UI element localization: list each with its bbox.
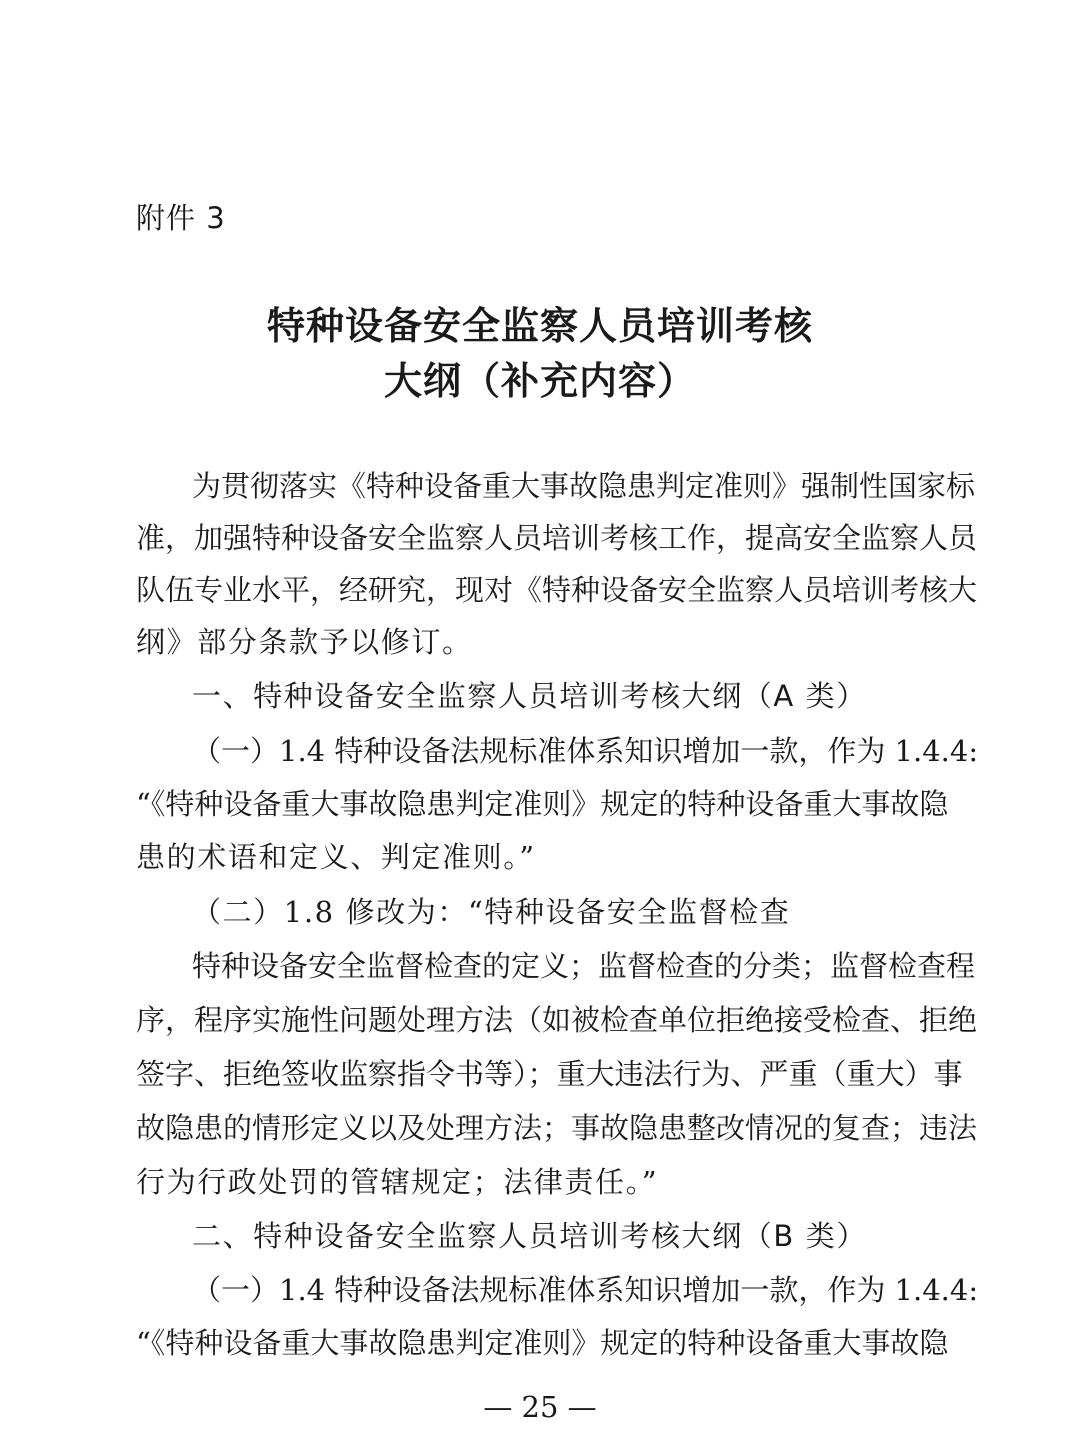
a2-line-4: 故隐患的情形定义以及处理方法；事故隐患整改情况的复查；违法 bbox=[136, 1111, 978, 1145]
section-2-heading: 二、特种设备安全监察人员培训考核大纲（B 类） bbox=[192, 1219, 867, 1253]
intro-line-3: 队伍专业水平，经研究，现对《特种设备安全监察人员培训考核大 bbox=[136, 573, 978, 607]
a2-line-3: 签字、拒绝签收监察指令书等）；重大违法行为、严重（重大）事 bbox=[136, 1057, 963, 1091]
a1-line-1: （一）1.4 特种设备法规标准体系知识增加一款，作为 1.4.4: bbox=[192, 734, 979, 768]
section-1-heading: 一、特种设备安全监察人员培训考核大纲（A 类） bbox=[192, 679, 867, 713]
a2-line-1: 特种设备安全监督检查的定义；监督检查的分类；监督检查程 bbox=[192, 949, 976, 983]
document-title-line-1: 特种设备安全监察人员培训考核 bbox=[266, 304, 813, 348]
a2-first-line: （二）1.8 修改为：“特种设备安全监督检查 bbox=[192, 895, 791, 929]
b1-line-1: （一）1.4 特种设备法规标准体系知识增加一款，作为 1.4.4: bbox=[192, 1273, 979, 1307]
a2-line-5: 行为行政处罚的管辖规定；法律责任。” bbox=[136, 1165, 659, 1199]
intro-line-1: 为贯彻落实《特种设备重大事故隐患判定准则》强制性国家标 bbox=[192, 469, 976, 503]
page-number: — 25 — bbox=[483, 1390, 597, 1424]
attachment-label: 附件 3 bbox=[136, 201, 226, 235]
intro-line-2: 准，加强特种设备安全监察人员培训考核工作，提高安全监察人员 bbox=[136, 521, 978, 555]
b1-line-2: “《特种设备重大事故隐患判定准则》规定的特种设备重大事故隐 bbox=[136, 1326, 949, 1360]
a2-line-2: 序，程序实施性问题处理方法（如被检查单位拒绝接受检查、拒绝 bbox=[136, 1003, 978, 1037]
intro-line-4: 纲》部分条款予以修订。 bbox=[136, 625, 473, 659]
a1-line-3: 患的术语和定义、判定准则。” bbox=[136, 840, 536, 874]
document-title-line-2: 大纲（补充内容） bbox=[383, 359, 696, 403]
a1-line-2: “《特种设备重大事故隐患判定准则》规定的特种设备重大事故隐 bbox=[136, 787, 949, 821]
